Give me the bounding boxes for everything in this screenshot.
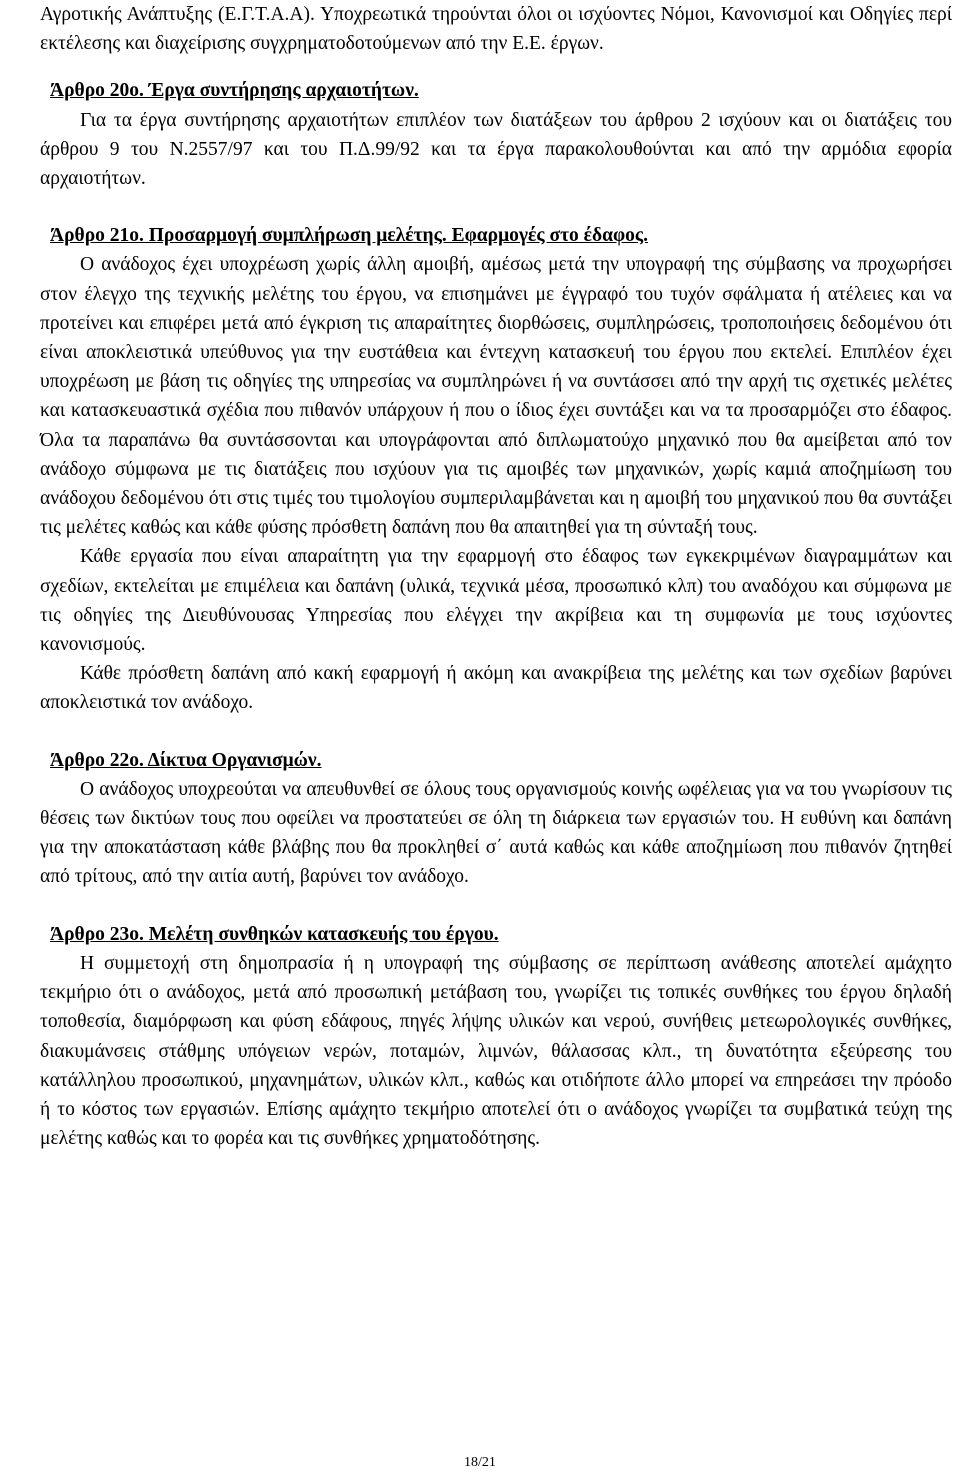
spacer — [40, 892, 952, 920]
page-number: 18/21 — [464, 1455, 496, 1470]
article-21-paragraph-2: Κάθε εργασία που είναι απαραίτητη για την εφαρμογή στο έδαφος των εγκεκριμένων διαγραμμάτων και σχεδίων, εκτελείται με επιμέλεια και δαπάνη (υλικά, τεχνικά μέσα, προσωπικό κλπ) του αναδόχου και σύμφωνα με τις οδηγίες της Διευθύνουσας Υπηρεσίας που ελέγχει την ακρίβεια και τη συμφωνία με τους ισχύοντες κανονισμούς. — [40, 546, 952, 656]
document-page — [40, 0, 952, 1153]
article-21-paragraph-3: Κάθε πρόσθετη δαπάνη από κακή εφαρμογή ή ακόμη και ανακρίβεια της μελέτης και των σχεδίων βαρύνει αποκλειστικά τον ανάδοχο. — [40, 663, 952, 714]
article-20-body: Για τα έργα συντήρησης αρχαιοτήτων επιπλέον των διατάξεων του άρθρου 2 ισχύουν και οι διατάξεις του άρθρου 9 του Ν.2557/97 και του Π.Δ.99/92 και τα έργα παρακολουθούνται και από την αρμόδια εφορία αρχαιοτήτων. — [40, 109, 952, 190]
article-23-body: Η συμμετοχή στη δημοπρασία ή η υπογραφή της σύμβασης σε περίπτωση ανάθεσης αποτελεί αμάχητο τεκμήριο ότι ο ανάδοχος, μετά από προσωπική μετάβαση του, γνωρίζει τις τοπικές συνθήκες του έργου δηλαδή τοποθεσία, διαμόρφωση και φύση εδάφους, πηγές λήψης υλικών και νερού, συνήθεις μετεωρολογικές συνθήκες, διακυμάνσεις στάθμης υπόγειων νερών, ποταμών, λιμνών, θάλασσας κλπ., τη δυνατότητα εξεύρεσης του κατάλληλου προσωπικού, μηχανημάτων, υλικών κλπ., καθώς και οτιδήποτε άλλο μπορεί να επηρεάσει την πρόοδο ή το κόστος των εργασιών. Επίσης αμάχητο τεκμήριο αποτελεί ότι ο ανάδοχος γνωρίζει τα συμβατικά τεύχη της μελέτης καθώς και το φορέα και τις συνθήκες χρηματοδότησης. — [40, 952, 952, 1150]
article-22-heading: Άρθρο 22ο. Δίκτυα Οργανισμών. — [50, 749, 322, 771]
article-22-body: Ο ανάδοχος υποχρεούται να απευθυνθεί σε όλους τους οργανισμούς κοινής ωφέλειας για να του γνωρίσουν τις θέσεις των δικτύων τους που οφείλει να προστατεύει σε όλη τη διάρκεια των εργασιών του. Η ευθύνη και δαπάνη για την αποκατάσταση κάθε βλάβης που θα προκληθεί σ΄ αυτά καθώς και κάθε αποζημίωση που πιθανόν ζητηθεί από τρίτους, από την αιτία αυτή, βαρύνει τον ανάδοχο. — [40, 778, 952, 888]
spacer — [40, 193, 952, 221]
intro-paragraph: Αγροτικής Ανάπτυξης (Ε.Γ.Τ.Α.Α). Υποχρεωτικά τηρούνται όλοι οι ισχύοντες Νόμοι, Κανονισμοί και Οδηγίες περί εκτέλεσης και διαχείρισης συγχρηματοδοτούμενων από την Ε.Ε. έργων. — [40, 4, 952, 55]
spacer — [40, 718, 952, 746]
spacer — [40, 58, 952, 76]
article-20-heading: Άρθρο 20ο. Έργα συντήρησης αρχαιοτήτων. — [50, 80, 419, 102]
article-21-heading: Άρθρο 21ο. Προσαρμογή συμπλήρωση μελέτης. Εφαρμογές στο έδαφος. — [50, 225, 649, 247]
article-23-heading: Άρθρο 23ο. Μελέτη συνθηκών κατασκευής του έργου. — [50, 923, 499, 945]
article-21-paragraph-1: Ο ανάδοχος έχει υποχρέωση χωρίς άλλη αμοιβή, αμέσως μετά την υπογραφή της σύμβασης να προχωρήσει στον έλεγχο της τεχνικής μελέτης του έργου, να επισημάνει με έγγραφό του τυχόν σφάλματα ή ατέλειες και να προτείνει και επιφέρει μετά από έγκριση τις απαραίτητες διορθώσεις, συμπληρώσεις, τροποποιήσεις δεδομένου ότι είναι αποκλειστικά υπεύθυνος για την ευστάθεια και έντεχνη κατασκευή του έργου που εκτελεί. Επιπλέον έχει υποχρέωση με βάση τις οδηγίες της υπηρεσίας να συμπληρώνει ή να συντάσσει από την αρχή τις σχετικές μελέτες και κατασκευαστικά σχέδια που πιθανόν υπάρχουν ή που ο ίδιος έχει συντάξει και να τα προσαρμόζει στο έδαφος. Όλα τα παραπάνω θα συντάσσονται και υπογράφονται από διπλωματούχο μηχανικό που θα αμείβεται από τον ανάδοχο σύμφωνα με τις διατάξεις που ισχύουν για τις αμοιβές των μηχανικών, χωρίς καμιά αποζημίωση του ανάδοχου δεδομένου ότι στις τιμές του τιμολογίου συμπεριλαμβάνεται και η αμοιβή του μηχανικού που θα συντάξει τις μελέτες καθώς και κάθε φύσης πρόσθετη δαπάνη που θα απαιτηθεί για τη σύνταξή τους. — [40, 254, 952, 539]
